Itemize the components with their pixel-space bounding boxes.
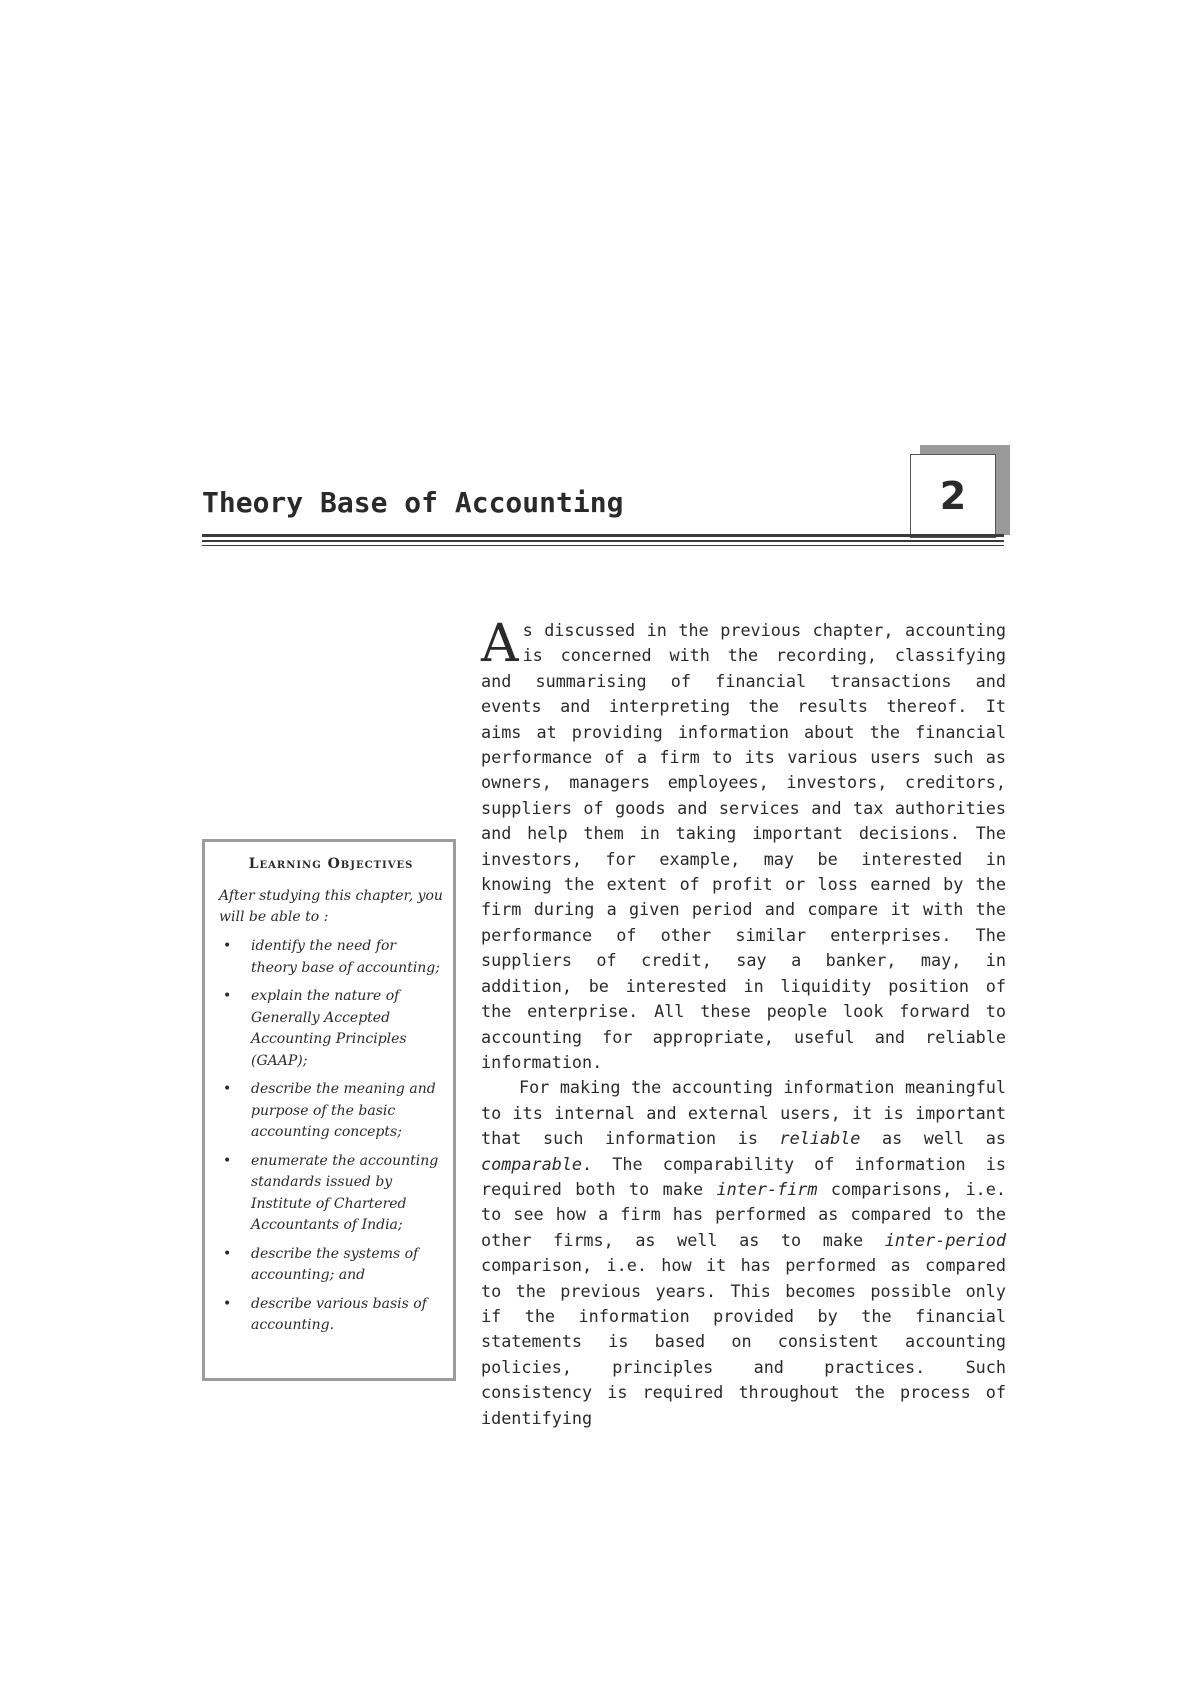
- objective-item: • describe the meaning and purpose of the basic accounting concepts;: [223, 1081, 436, 1140]
- emphasis-inter-period: inter-period: [884, 1229, 1006, 1250]
- objective-item: • describe various basis of accounting.: [223, 1295, 427, 1333]
- header-rule-mid: [202, 540, 1004, 542]
- objective-item: • identify the need for theory base of accounting;: [223, 938, 440, 976]
- chapter-number-box: [910, 454, 996, 538]
- objective-item: • describe the systems of accounting; and: [223, 1245, 419, 1283]
- objectives-list: [219, 936, 443, 1337]
- drop-cap: A: [481, 614, 519, 674]
- emphasis-inter-firm: inter-firm: [716, 1178, 818, 1199]
- paragraph-1: As discussed in the previous chapter, accounting is concerned with the recording, classifying and summarising of financial transactions and events and interpreting the results thereof. It aims at providing information about the financial performance of a firm to its various users such as owners, managers employees, investors, creditors, suppliers of goods and services and tax authorities and help them in taking important decisions. The investors, for example, may be interested in knowing the extent of profit or loss earned by the firm during a given period and compare it with the performance of other similar enterprises. The suppliers of credit, say a banker, may, in addition, be interested in liquidity position of the enterprise. All these people look forward to accounting for appropriate, useful and reliable information.: [481, 614, 1006, 1072]
- learning-objectives-box: [202, 839, 456, 1381]
- bullet-icon: •: [223, 988, 232, 1004]
- bullet-icon: •: [223, 1081, 232, 1097]
- chapter-title: Theory Base of Accounting: [202, 486, 624, 519]
- bullet-icon: •: [223, 1295, 232, 1312]
- objective-item: • explain the nature of Generally Accepted Accounting Principles (GAAP);: [223, 988, 407, 1069]
- bullet-icon: •: [223, 1152, 232, 1169]
- header-rule-thick: [202, 534, 1004, 537]
- emphasis-reliable: reliable: [779, 1128, 861, 1149]
- learning-objectives-heading: Learning Objectives: [248, 856, 414, 872]
- chapter-number: 2: [939, 474, 967, 518]
- bullet-icon: •: [223, 1245, 232, 1262]
- objective-item: • enumerate the accounting standards issued by Institute of Chartered Accountants of India;: [223, 1152, 439, 1233]
- header-rule-thin: [202, 545, 1004, 546]
- learning-objectives-intro: After studying this chapter, you will be able to :: [219, 888, 443, 925]
- emphasis-comparable: comparable: [481, 1153, 583, 1174]
- paragraph-2: For making the accounting information meaningful to its internal and external users, it is important that such information is reliable as well as comparable. The comparability of information is required both to make inter-firm comparisons, i.e. to see how a firm has performed as compared to the other firms, as well as to make inter-period comparison, i.e. how it has performed as compared to the previous years. This becomes possible only if the information provided by the financial statements is based on consistent accounting policies, principles and practices. Such consistency is required throughout the process of identifying: [481, 1077, 1006, 1428]
- bullet-icon: •: [223, 938, 232, 954]
- body-text: [481, 614, 1006, 1431]
